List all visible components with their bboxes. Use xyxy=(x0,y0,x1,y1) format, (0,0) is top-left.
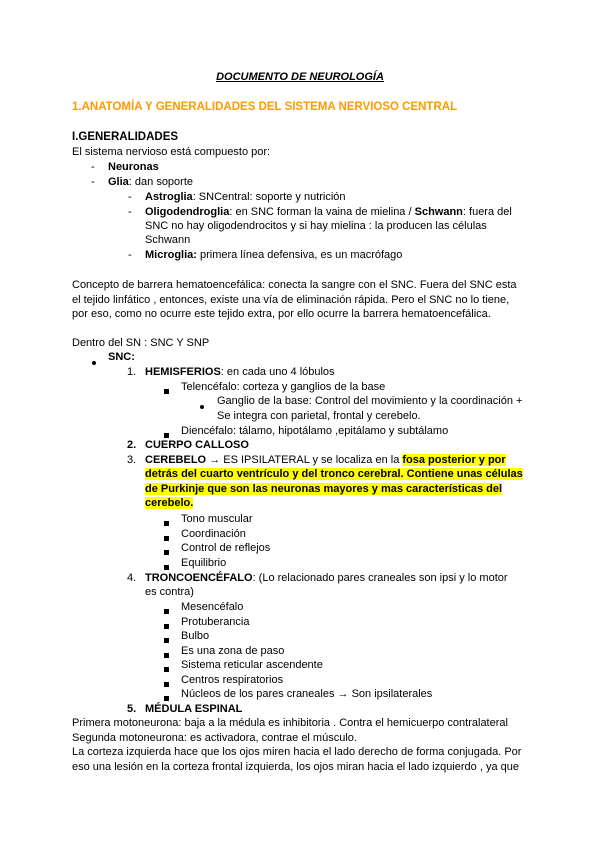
bullet-icon xyxy=(200,399,204,413)
list-item-hemisferios: HEMISFERIOS: en cada uno 4 lóbulos xyxy=(145,366,335,378)
square-bullet-icon xyxy=(164,516,169,530)
list-item: Es una zona de paso xyxy=(181,645,285,657)
list-item-continuation: Schwann xyxy=(145,234,191,246)
highlighted-text: de Purkinje que son las neuronas mayores y mas características del xyxy=(145,483,503,495)
list-item: Ganglio de la base: Control del movimiento y la coordinación + xyxy=(217,395,523,407)
square-bullet-icon xyxy=(164,648,169,662)
list-item: Diencéfalo: tálamo, hipotálamo ,epitálamo y subtálamo xyxy=(181,425,449,437)
square-bullet-icon xyxy=(164,545,169,559)
list-item: Mesencéfalo xyxy=(181,601,244,613)
dash-marker: - xyxy=(128,191,132,203)
dash-marker: - xyxy=(91,161,95,173)
list-item-continuation: SNC no hay oligodendrocitos y si hay mielina : la producen las células xyxy=(145,220,487,232)
square-bullet-icon xyxy=(164,619,169,633)
bullet-icon xyxy=(92,355,96,369)
list-number: 2. xyxy=(127,439,137,451)
subsection-heading: I.GENERALIDADES xyxy=(72,131,179,143)
paragraph-line: La corteza izquierda hace que los ojos miren hacia el lado derecho de forma conjugada. Por xyxy=(72,746,522,758)
list-item: Coordinación xyxy=(181,528,246,540)
list-item: Sistema reticular ascendente xyxy=(181,659,323,671)
list-item: Neuronas xyxy=(108,161,159,173)
list-item: Núcleos de los pares craneales → Son ipsilaterales xyxy=(181,688,433,700)
list-item: Tono muscular xyxy=(181,513,253,525)
paragraph-line: Primera motoneurona: baja a la médula es inhibitoria . Contra el hemicuerpo contralateral xyxy=(72,717,508,729)
section-heading: 1.ANATOMÍA Y GENERALIDADES DEL SISTEMA NERVIOSO CENTRAL xyxy=(72,101,458,113)
list-item: Oligodendroglia: en SNC forman la vaina de mielina / Schwann: fuera del xyxy=(145,206,512,218)
square-bullet-icon xyxy=(164,633,169,647)
list-item-cuerpo-calloso: CUERPO CALLOSO xyxy=(145,439,249,451)
list-item: Telencéfalo: corteza y ganglios de la base xyxy=(181,381,386,393)
snc-label: SNC: xyxy=(108,351,135,363)
highlighted-text: cerebelo. xyxy=(145,497,194,509)
list-item: Glia: dan soporte xyxy=(108,176,194,188)
list-item-cerebelo: CEREBELO → ES IPSILATERAL y se localiza en la fosa posterior y por xyxy=(145,454,506,466)
list-number: 5. xyxy=(127,703,137,715)
list-number: 3. xyxy=(127,454,137,466)
list-number: 1. xyxy=(127,366,137,378)
list-item: Control de reflejos xyxy=(181,542,271,554)
list-item: Equilibrio xyxy=(181,557,227,569)
dash-marker: - xyxy=(128,206,132,218)
square-bullet-icon xyxy=(164,531,169,545)
paragraph-line: Concepto de barrera hematoencefálica: conecta la sangre con el SNC. Fuera del SNC esta xyxy=(72,279,517,291)
list-item-continuation: Se integra con parietal, frontal y cerebelo. xyxy=(217,410,421,422)
square-bullet-icon xyxy=(164,677,169,691)
list-item-troncoencefalo: TRONCOENCÉFALO: (Lo relacionado pares craneales son ipsi y lo motor xyxy=(145,572,508,584)
square-bullet-icon xyxy=(164,384,169,398)
paragraph-line: Segunda motoneurona: es activadora, contrae el músculo. xyxy=(72,732,357,744)
square-bullet-icon xyxy=(164,662,169,676)
intro-text: El sistema nervioso está compuesto por: xyxy=(72,146,271,158)
document-title: DOCUMENTO DE NEUROLOGÍA xyxy=(216,71,384,83)
list-item-medula: MÉDULA ESPINAL xyxy=(145,703,243,715)
highlighted-text: detrás del cuarto ventrículo y del tronco cerebral. Contiene unas células xyxy=(145,468,523,480)
list-item: Protuberancia xyxy=(181,616,250,628)
list-item: Centros respiratorios xyxy=(181,674,284,686)
sn-line: Dentro del SN : SNC Y SNP xyxy=(72,337,210,349)
paragraph-line: eso una lesión en la corteza frontal izquierda, los ojos miran hacia el lado izquierdo , ya que xyxy=(72,761,519,773)
list-item: Astroglia: SNCentral: soporte y nutrición xyxy=(145,191,346,203)
square-bullet-icon xyxy=(164,604,169,618)
list-item: Bulbo xyxy=(181,630,210,642)
list-number: 4. xyxy=(127,572,137,584)
dash-marker: - xyxy=(91,176,95,188)
paragraph-line: por eso, como no ocurre este tejido extra, por ello ocurre la barrera hematoencefálica. xyxy=(72,308,491,320)
list-item: Microglia: primera línea defensiva, es un macrófago xyxy=(145,249,403,261)
dash-marker: - xyxy=(128,249,132,261)
paragraph-line: el tejido linfático , entonces, existe una vía de eliminación rápida. Pero el SNC no lo tiene, xyxy=(72,294,510,306)
list-item-continuation: es contra) xyxy=(145,586,194,598)
